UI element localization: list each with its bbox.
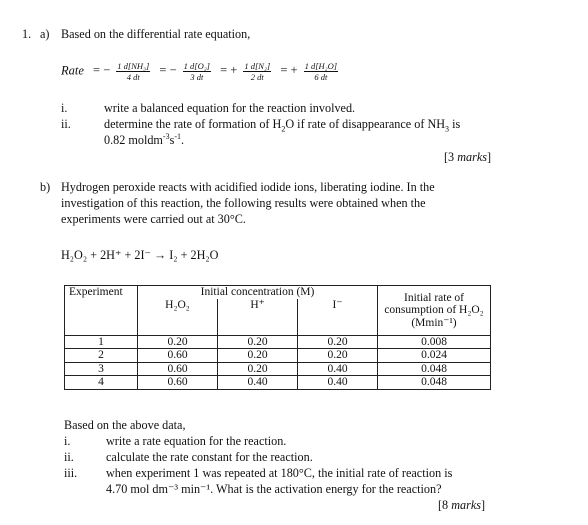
part-b-label: b) bbox=[40, 180, 51, 194]
part-a-label: a) bbox=[40, 27, 50, 41]
cell-rate: 0.008 bbox=[378, 335, 491, 349]
rate-equation bbox=[61, 61, 338, 82]
cell-exp: 2 bbox=[65, 349, 138, 363]
cell-i: 0.40 bbox=[298, 362, 378, 376]
cell-h: 0.40 bbox=[218, 376, 298, 390]
a-item-ii-text: determine the rate of formation of $H_2O$ if rate of disappearance of $NH_3$ is bbox=[104, 117, 461, 134]
header-initial-concentration: Initial concentration (M) bbox=[138, 286, 378, 299]
cell-i: 0.20 bbox=[298, 335, 378, 349]
part-b-line-1: Hydrogen peroxide reacts with acidified iodide ions, liberating iodine. In the bbox=[61, 180, 435, 194]
cell-h: 0.20 bbox=[218, 349, 298, 363]
a-marks: [3 marks] bbox=[444, 150, 492, 164]
b-item-ii-marker: ii. bbox=[64, 450, 74, 464]
rate-sign-3: = + bbox=[220, 63, 238, 78]
cell-h2o2: 0.20 bbox=[138, 335, 218, 349]
rate-sign-4: = + bbox=[280, 63, 298, 78]
rate-term-nh3: $\frac{\text{1 d[NH₃]}}{4 dt}$ bbox=[117, 61, 150, 82]
rate-term-o2: $\frac{\text{1 d[O₂]}}{3 dt}$ bbox=[183, 61, 210, 82]
cell-h2o2: 0.60 bbox=[138, 349, 218, 363]
rate-term-n2: $\frac{\text{1 d[N₂]}}{2 dt}$ bbox=[244, 61, 271, 82]
cell-h: 0.20 bbox=[218, 335, 298, 349]
cell-rate: 0.048 bbox=[378, 376, 491, 390]
cell-rate: 0.048 bbox=[378, 362, 491, 376]
table-row bbox=[65, 335, 491, 349]
cell-rate: 0.024 bbox=[378, 349, 491, 363]
header-initial-rate: Initial rate of consumption of H₂O₂ (Mmin⁻¹) bbox=[378, 286, 491, 336]
cell-i: 0.20 bbox=[298, 349, 378, 363]
rate-sign-1: = − bbox=[93, 63, 111, 78]
rate-term-h2o: $\frac{\text{1 d[H₂O]}}{6 dt}$ bbox=[304, 61, 338, 82]
a-item-ii-marker: ii. bbox=[61, 117, 71, 131]
reaction-equation: H₂O₂ + 2H⁺ + 2I⁻ → I₂ + 2H₂O bbox=[61, 248, 219, 262]
cell-h2o2: 0.60 bbox=[138, 362, 218, 376]
rate-sign-2: = − bbox=[159, 63, 177, 78]
b-marks: [8 marks] bbox=[438, 498, 486, 512]
table-row bbox=[65, 349, 491, 363]
cell-h: 0.20 bbox=[218, 362, 298, 376]
question-number: 1. bbox=[22, 27, 32, 41]
cell-exp: 3 bbox=[65, 362, 138, 376]
results-table bbox=[64, 285, 491, 390]
table-row bbox=[65, 376, 491, 390]
b-item-iii-text-line2: 4.70 mol dm⁻³ min⁻¹. What is the activation energy for the reaction? bbox=[106, 482, 442, 496]
a-item-ii-text-line2: 0.82 $moldm^{-3}s^{-1}$. bbox=[104, 131, 185, 147]
b-item-iii-marker: iii. bbox=[64, 466, 78, 480]
rate-label: Rate bbox=[61, 63, 84, 78]
b-item-i-marker: i. bbox=[64, 434, 71, 448]
a-item-i-text: write a balanced equation for the reaction involved. bbox=[104, 101, 356, 115]
header-experiment: Experiment bbox=[65, 286, 138, 336]
cell-h2o2: 0.60 bbox=[138, 376, 218, 390]
header-iodide: I⁻ bbox=[298, 299, 378, 336]
a-item-i-marker: i. bbox=[61, 101, 68, 115]
part-a-intro: Based on the differential rate equation, bbox=[61, 27, 251, 41]
b-item-iii-text: when experiment 1 was repeated at 180°C, the initial rate of reaction is bbox=[106, 466, 453, 480]
b-item-ii-text: calculate the rate constant for the reaction. bbox=[106, 450, 313, 464]
header-h2o2: H₂O₂ bbox=[138, 299, 218, 336]
header-h-plus: H⁺ bbox=[218, 299, 298, 336]
cell-exp: 4 bbox=[65, 376, 138, 390]
part-b-line-3: experiments were carried out at 30°C. bbox=[61, 212, 246, 226]
b-item-i-text: write a rate equation for the reaction. bbox=[106, 434, 287, 448]
table-row bbox=[65, 362, 491, 376]
cell-exp: 1 bbox=[65, 335, 138, 349]
b-intro: Based on the above data, bbox=[64, 418, 186, 432]
cell-i: 0.40 bbox=[298, 376, 378, 390]
part-b-line-2: investigation of this reaction, the following results were obtained when the bbox=[61, 196, 426, 210]
